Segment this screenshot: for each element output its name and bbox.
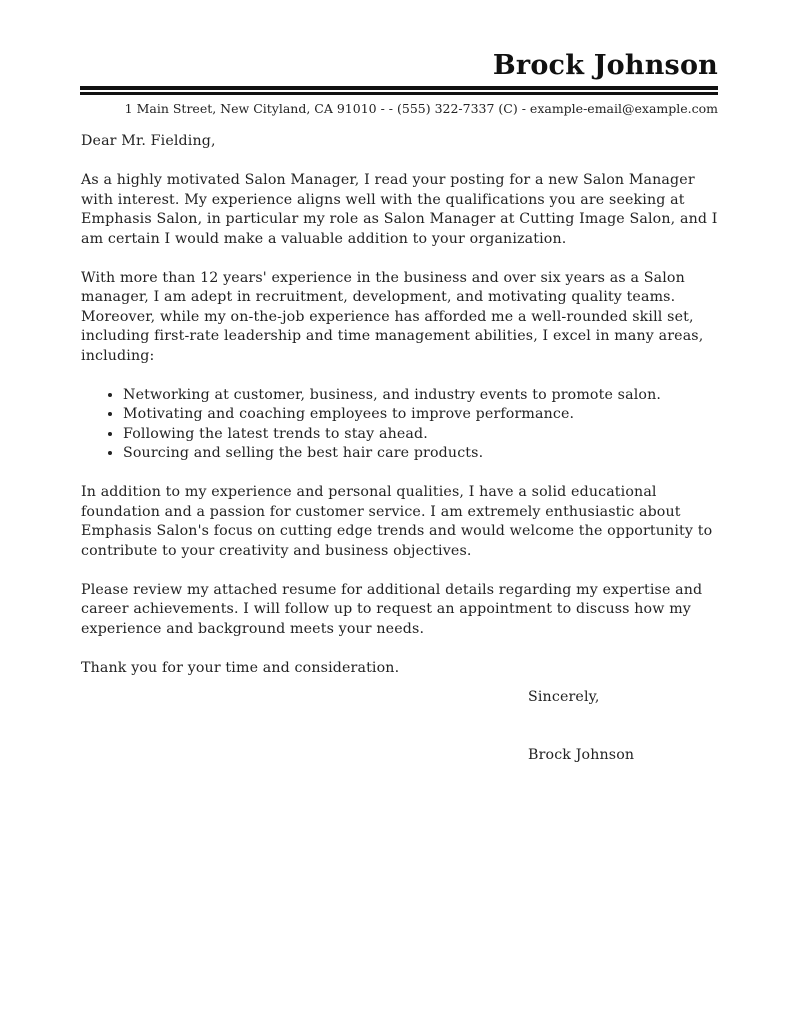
header-rule-thick [80, 86, 718, 90]
applicant-name-heading: Brock Johnson [492, 50, 718, 81]
skills-list [81, 386, 731, 464]
header-rule-thin [80, 92, 718, 95]
list-item: • Networking at customer, business, and industry events to promote salon. [123, 386, 731, 406]
paragraph-thanks: Thank you for your time and consideration. [81, 659, 400, 676]
list-item: • Motivating and coaching employees to improve performance. [123, 405, 731, 425]
salutation: Dear Mr. Fielding, [81, 133, 216, 149]
list-item: • Sourcing and selling the best hair care products. [123, 444, 731, 464]
signature-name: Brock Johnson [528, 747, 635, 763]
letter-body [81, 132, 731, 698]
paragraph-qualities: In addition to my experience and personal qualities, I have a solid educational foundation and a passion for customer service. I am extremely enthusiastic about Emphasis Salon's focus on cutting edge trends and would welcome the opportunity to contribute to your creativity and business objectives. [81, 484, 713, 559]
paragraph-experience: With more than 12 years' experience in the business and over six years as a Salon manager, I am adept in recruitment, development, and motivating quality teams. Moreover, while my on-the-job experience has afforded me a well-rounded skill set, including first-rate leadership and time management abilities, I excel in many areas, including: [81, 269, 704, 364]
paragraph-intro: As a highly motivated Salon Manager, I read your posting for a new Salon Manager with interest. My experience aligns well with the qualifications you are seeking at Emphasis Salon, in particular my role as Salon Manager at Cutting Image Salon, and I am certain I would make a valuable addition to your organization. [81, 172, 718, 247]
closing-line: Sincerely, [528, 689, 600, 705]
contact-info: 1 Main Street, New Cityland, CA 91010 - - (555) 322-7337 (C) - example-email@example.com [124, 101, 718, 116]
list-item: • Following the latest trends to stay ahead. [123, 425, 731, 445]
paragraph-follow-up: Please review my attached resume for additional details regarding my expertise and career achievements. I will follow up to request an appointment to discuss how my experience and background meets your needs. [81, 581, 703, 637]
